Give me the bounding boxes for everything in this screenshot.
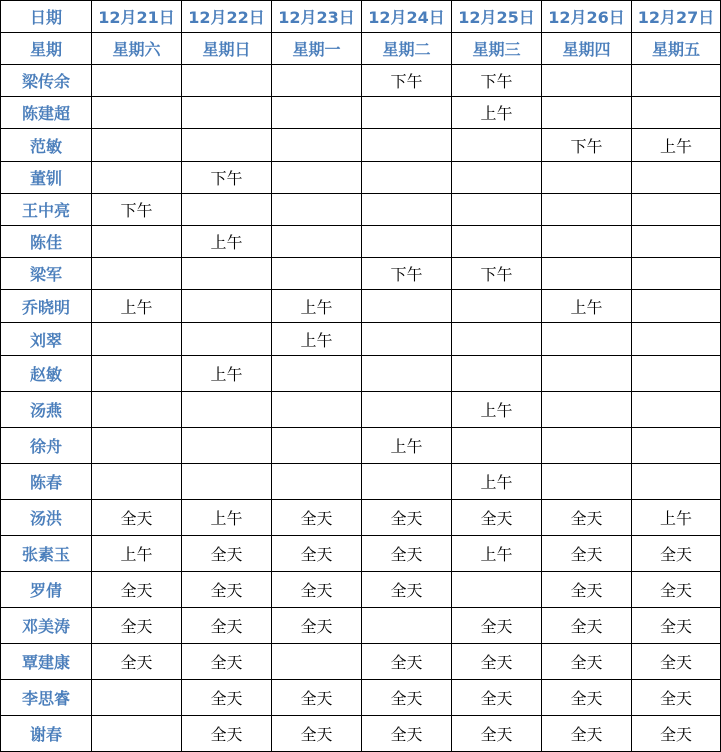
table-row <box>1 162 721 194</box>
shift-cell: 全天 <box>182 572 272 608</box>
shift-cell <box>632 162 721 194</box>
shift-cell: 下午 <box>452 258 542 290</box>
person-name: 汤燕 <box>1 392 92 428</box>
shift-cell <box>632 258 721 290</box>
shift-cell <box>272 194 362 226</box>
shift-cell <box>182 97 272 129</box>
person-name: 谢春 <box>1 716 92 752</box>
shift-cell: 下午 <box>452 65 542 97</box>
shift-cell <box>272 97 362 129</box>
shift-cell <box>92 97 182 129</box>
shift-cell: 下午 <box>92 194 182 226</box>
shift-cell: 上午 <box>452 464 542 500</box>
table-row <box>1 572 721 608</box>
table-row <box>1 392 721 428</box>
shift-cell: 上午 <box>632 129 721 162</box>
shift-cell: 全天 <box>272 536 362 572</box>
shift-cell <box>542 323 632 356</box>
shift-cell <box>92 356 182 392</box>
shift-cell <box>542 356 632 392</box>
shift-cell <box>542 392 632 428</box>
table-row <box>1 258 721 290</box>
shift-cell: 上午 <box>452 536 542 572</box>
person-name: 李思睿 <box>1 680 92 716</box>
shift-cell: 全天 <box>542 716 632 752</box>
shift-cell: 下午 <box>362 258 452 290</box>
table-row <box>1 536 721 572</box>
shift-cell: 上午 <box>272 290 362 323</box>
shift-cell: 全天 <box>452 716 542 752</box>
shift-cell <box>92 428 182 464</box>
shift-cell <box>452 226 542 258</box>
table-row <box>1 644 721 680</box>
person-name: 乔晓明 <box>1 290 92 323</box>
shift-cell <box>632 97 721 129</box>
shift-cell <box>362 97 452 129</box>
date-header: 12月22日 <box>182 1 272 33</box>
shift-cell: 全天 <box>542 500 632 536</box>
table-row <box>1 65 721 97</box>
shift-cell <box>182 194 272 226</box>
person-name: 邓美涛 <box>1 608 92 644</box>
person-name: 罗倩 <box>1 572 92 608</box>
person-name: 梁军 <box>1 258 92 290</box>
weekday-header: 星期一 <box>272 33 362 65</box>
weekday-header-row <box>1 33 721 65</box>
shift-cell: 全天 <box>632 536 721 572</box>
weekday-header: 星期日 <box>182 33 272 65</box>
person-name: 梁传余 <box>1 65 92 97</box>
shift-cell <box>92 258 182 290</box>
shift-cell <box>542 226 632 258</box>
shift-cell <box>452 323 542 356</box>
shift-cell: 全天 <box>452 608 542 644</box>
shift-cell <box>272 644 362 680</box>
shift-cell: 上午 <box>182 226 272 258</box>
shift-cell <box>362 226 452 258</box>
shift-cell <box>92 226 182 258</box>
shift-cell <box>272 428 362 464</box>
date-label: 日期 <box>1 1 92 33</box>
shift-cell <box>632 323 721 356</box>
shift-cell: 全天 <box>542 536 632 572</box>
shift-cell <box>362 608 452 644</box>
table-row <box>1 428 721 464</box>
table-row <box>1 608 721 644</box>
shift-cell: 全天 <box>272 572 362 608</box>
shift-cell <box>272 464 362 500</box>
shift-cell <box>272 392 362 428</box>
shift-cell: 全天 <box>542 608 632 644</box>
shift-cell <box>92 464 182 500</box>
shift-cell <box>362 290 452 323</box>
shift-cell: 上午 <box>182 500 272 536</box>
weekday-header: 星期五 <box>632 33 721 65</box>
shift-cell <box>272 162 362 194</box>
table-row <box>1 464 721 500</box>
shift-cell: 全天 <box>92 608 182 644</box>
shift-cell: 全天 <box>272 500 362 536</box>
shift-cell <box>92 65 182 97</box>
person-name: 张素玉 <box>1 536 92 572</box>
table-row <box>1 680 721 716</box>
shift-cell: 全天 <box>272 716 362 752</box>
date-header-row <box>1 1 721 33</box>
shift-cell: 全天 <box>362 644 452 680</box>
table-row <box>1 500 721 536</box>
shift-cell <box>632 290 721 323</box>
shift-cell <box>542 162 632 194</box>
shift-cell: 下午 <box>542 129 632 162</box>
shift-cell: 上午 <box>452 97 542 129</box>
shift-cell <box>182 65 272 97</box>
date-header: 12月24日 <box>362 1 452 33</box>
shift-cell <box>542 258 632 290</box>
shift-cell <box>182 428 272 464</box>
person-name: 覃建康 <box>1 644 92 680</box>
person-name: 陈佳 <box>1 226 92 258</box>
shift-cell <box>362 129 452 162</box>
person-name: 赵敏 <box>1 356 92 392</box>
weekday-header: 星期四 <box>542 33 632 65</box>
shift-cell: 全天 <box>542 680 632 716</box>
shift-cell <box>92 162 182 194</box>
person-name: 范敏 <box>1 129 92 162</box>
shift-cell <box>272 129 362 162</box>
shift-cell: 下午 <box>182 162 272 194</box>
shift-cell <box>632 226 721 258</box>
table-row <box>1 323 721 356</box>
shift-cell <box>542 97 632 129</box>
shift-cell: 全天 <box>182 716 272 752</box>
person-name: 陈春 <box>1 464 92 500</box>
person-name: 董钏 <box>1 162 92 194</box>
shift-cell <box>272 258 362 290</box>
shift-cell: 全天 <box>632 608 721 644</box>
shift-cell <box>542 65 632 97</box>
shift-cell <box>272 356 362 392</box>
person-name: 徐舟 <box>1 428 92 464</box>
table-row <box>1 226 721 258</box>
shift-cell: 全天 <box>632 680 721 716</box>
person-name: 陈建超 <box>1 97 92 129</box>
shift-cell <box>452 194 542 226</box>
shift-cell <box>362 194 452 226</box>
table-row <box>1 97 721 129</box>
table-row <box>1 194 721 226</box>
shift-cell <box>362 162 452 194</box>
shift-cell <box>92 323 182 356</box>
shift-cell <box>452 129 542 162</box>
person-name: 汤洪 <box>1 500 92 536</box>
shift-cell <box>182 258 272 290</box>
shift-cell: 下午 <box>362 65 452 97</box>
weekday-header: 星期三 <box>452 33 542 65</box>
date-header: 12月23日 <box>272 1 362 33</box>
shift-cell: 全天 <box>182 644 272 680</box>
shift-cell: 上午 <box>362 428 452 464</box>
date-header: 12月21日 <box>92 1 182 33</box>
table-row <box>1 716 721 752</box>
shift-cell <box>362 464 452 500</box>
shift-cell: 上午 <box>542 290 632 323</box>
shift-cell <box>182 290 272 323</box>
shift-cell: 全天 <box>542 644 632 680</box>
shift-cell: 全天 <box>362 572 452 608</box>
shift-cell: 全天 <box>542 572 632 608</box>
shift-cell: 上午 <box>632 500 721 536</box>
weekday-label: 星期 <box>1 33 92 65</box>
shift-cell <box>452 572 542 608</box>
shift-cell <box>362 392 452 428</box>
shift-cell: 全天 <box>362 716 452 752</box>
shift-cell <box>452 290 542 323</box>
person-name: 王中亮 <box>1 194 92 226</box>
shift-cell <box>452 428 542 464</box>
shift-cell <box>452 356 542 392</box>
shift-cell: 全天 <box>92 644 182 680</box>
weekday-header: 星期六 <box>92 33 182 65</box>
shift-cell: 全天 <box>632 572 721 608</box>
shift-cell <box>182 323 272 356</box>
shift-cell: 全天 <box>632 716 721 752</box>
shift-cell <box>182 464 272 500</box>
date-header: 12月25日 <box>452 1 542 33</box>
shift-cell: 全天 <box>272 608 362 644</box>
shift-cell <box>272 65 362 97</box>
shift-cell <box>632 65 721 97</box>
shift-cell <box>632 194 721 226</box>
shift-cell <box>92 392 182 428</box>
shift-cell: 全天 <box>362 680 452 716</box>
shift-cell: 全天 <box>182 608 272 644</box>
table-row <box>1 129 721 162</box>
shift-cell <box>632 428 721 464</box>
shift-cell <box>632 464 721 500</box>
shift-cell: 全天 <box>452 644 542 680</box>
shift-cell: 全天 <box>362 536 452 572</box>
shift-cell <box>632 392 721 428</box>
shift-cell: 全天 <box>92 572 182 608</box>
shift-cell: 全天 <box>182 536 272 572</box>
date-header: 12月27日 <box>632 1 721 33</box>
shift-cell <box>272 226 362 258</box>
shift-cell: 全天 <box>182 680 272 716</box>
person-name: 刘翠 <box>1 323 92 356</box>
weekday-header: 星期二 <box>362 33 452 65</box>
shift-cell: 上午 <box>92 290 182 323</box>
shift-cell: 上午 <box>272 323 362 356</box>
shift-cell <box>92 680 182 716</box>
shift-cell: 全天 <box>92 500 182 536</box>
shift-cell: 上午 <box>92 536 182 572</box>
shift-cell <box>542 194 632 226</box>
shift-cell <box>182 392 272 428</box>
shift-cell <box>632 356 721 392</box>
shift-cell <box>452 162 542 194</box>
shift-cell <box>542 464 632 500</box>
shift-cell <box>92 129 182 162</box>
shift-cell: 全天 <box>362 500 452 536</box>
table-row <box>1 290 721 323</box>
shift-cell: 全天 <box>272 680 362 716</box>
shift-cell <box>182 129 272 162</box>
shift-cell <box>542 428 632 464</box>
shift-cell: 全天 <box>632 644 721 680</box>
shift-cell: 全天 <box>452 680 542 716</box>
table-row <box>1 356 721 392</box>
shift-cell: 全天 <box>452 500 542 536</box>
shift-cell: 上午 <box>182 356 272 392</box>
shift-cell <box>92 716 182 752</box>
shift-cell <box>362 356 452 392</box>
shift-cell <box>362 323 452 356</box>
shift-cell: 上午 <box>452 392 542 428</box>
date-header: 12月26日 <box>542 1 632 33</box>
